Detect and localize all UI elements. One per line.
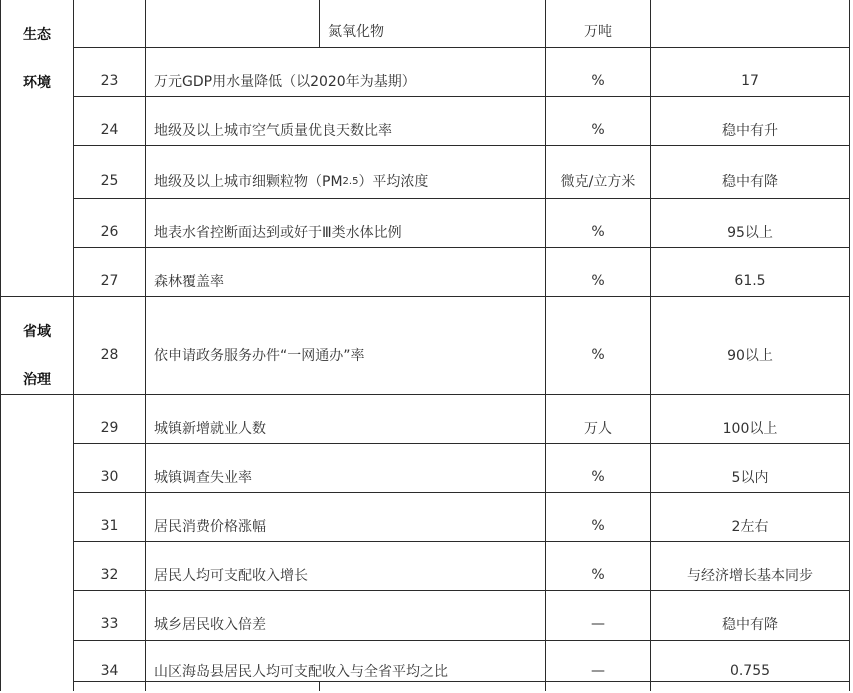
unit-cell: 万人: [584, 421, 612, 437]
indicator-cell: 居民人均可支配收入增长: [154, 568, 308, 584]
row-number: 24: [100, 122, 119, 138]
unit-cell: %: [591, 273, 605, 289]
indicator-cell: 地表水省控断面达到或好于Ⅲ类水体比例: [154, 225, 402, 241]
category-label-eco-1: 生态: [23, 27, 51, 43]
unit-cell: %: [591, 567, 605, 583]
target-cell: 0.755: [729, 663, 771, 679]
target-cell: 95以上: [727, 225, 773, 241]
indicator-cell: 万元GDP用水量降低（以2020年为基期）: [154, 74, 416, 90]
indicator-cell: 居民消费价格涨幅: [154, 519, 266, 535]
row-number: 28: [100, 347, 119, 363]
row-number: 26: [100, 224, 119, 240]
row-number: 29: [100, 420, 119, 436]
unit-cell: %: [591, 469, 605, 485]
unit-cell: —: [591, 616, 605, 632]
row-number: 33: [100, 616, 119, 632]
target-cell: 17: [741, 73, 759, 89]
indicator-cell: 依申请政务服务办件“一网通办”率: [154, 348, 365, 364]
row-number: 32: [100, 567, 119, 583]
indicator-cell: 森林覆盖率: [154, 274, 224, 290]
unit-cell: 万吨: [584, 24, 612, 40]
unit-cell: %: [591, 122, 605, 138]
indicator-text-post: ）平均浓度: [358, 174, 429, 190]
indicator-cell: 城乡居民收入倍差: [154, 617, 266, 633]
pm-subscript: 2.5: [342, 175, 359, 187]
section-divider: [0, 394, 850, 395]
row-number: 34: [100, 663, 119, 679]
unit-cell: %: [591, 518, 605, 534]
indicator-cell: 山区海岛县居民人均可支配收入与全省平均之比: [154, 664, 448, 680]
target-cell: 2左右: [731, 519, 769, 535]
target-cell: 稳中有降: [722, 174, 778, 190]
target-cell: 90以上: [727, 348, 773, 364]
unit-cell: %: [591, 73, 605, 89]
table-border-left: [0, 0, 1, 691]
indicator-text-pre: 地级及以上城市细颗粒物（PM: [154, 174, 343, 190]
target-cell: 5以内: [731, 470, 769, 486]
row-number: 27: [100, 273, 119, 289]
indicator-cell: 地级及以上城市空气质量优良天数比率: [154, 123, 392, 139]
unit-cell: %: [591, 224, 605, 240]
unit-cell: —: [591, 663, 605, 679]
indicator-cell: 城镇新增就业人数: [154, 421, 266, 437]
row-number: 23: [100, 73, 119, 89]
indicator-cell: 氮氧化物: [328, 24, 384, 40]
indicator-cell: [146, 157, 545, 205]
unit-cell: %: [591, 347, 605, 363]
table-border-right: [849, 0, 850, 691]
target-cell: 与经济增长基本同步: [687, 568, 813, 584]
row-number: 25: [100, 173, 119, 189]
unit-cell: 微克/立方米: [560, 174, 636, 190]
category-label-eco-2: 环境: [23, 75, 51, 91]
row-number: 30: [100, 469, 119, 485]
category-label-gov-1: 省域: [23, 324, 51, 340]
target-cell: 61.5: [734, 273, 766, 289]
category-label-gov-2: 治理: [23, 372, 51, 388]
target-cell: 100以上: [722, 421, 778, 437]
indicator-cell: 城镇调查失业率: [154, 470, 252, 486]
row-number: 31: [100, 518, 119, 534]
target-cell: 稳中有降: [722, 617, 778, 633]
target-cell: 稳中有升: [722, 123, 778, 139]
